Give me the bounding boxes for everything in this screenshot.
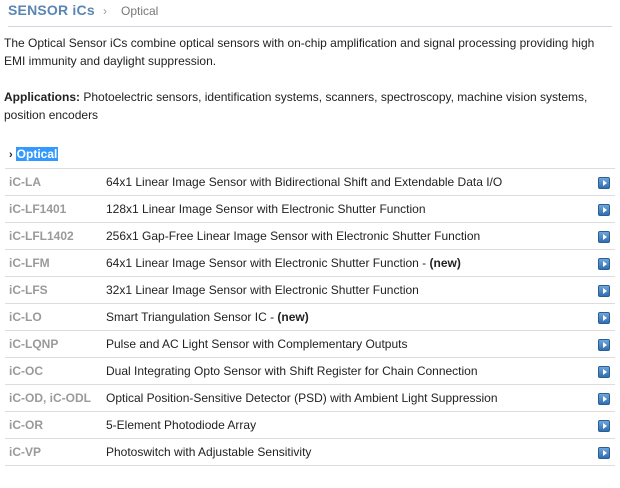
product-description[interactable] <box>106 256 461 270</box>
product-description[interactable] <box>106 229 480 243</box>
product-description-text: Smart Triangulation Sensor IC - <box>106 310 278 324</box>
product-description[interactable] <box>106 175 502 189</box>
product-row[interactable] <box>5 250 615 277</box>
arrow-right-icon[interactable] <box>598 258 610 270</box>
section-title[interactable]: SENSOR iCs <box>8 2 95 18</box>
arrow-right-icon[interactable] <box>598 231 610 243</box>
product-row[interactable] <box>5 412 615 439</box>
product-new-tag: (new) <box>429 256 461 270</box>
arrow-right-icon[interactable] <box>598 339 610 351</box>
product-part-link[interactable]: iC-LFM <box>9 256 50 270</box>
product-description-text: 64x1 Linear Image Sensor with Bidirectional Shift and Extendable Data I/O <box>106 175 503 189</box>
product-row[interactable] <box>5 168 615 196</box>
product-description-text: 5-Element Photodiode Array <box>106 418 257 432</box>
product-new-tag: (new) <box>277 310 309 324</box>
arrow-right-icon[interactable] <box>598 285 610 297</box>
product-row[interactable] <box>5 331 615 358</box>
arrow-right-icon[interactable] <box>598 447 610 459</box>
page-header <box>8 0 612 27</box>
arrow-right-icon[interactable] <box>598 204 610 216</box>
product-row[interactable] <box>5 385 615 412</box>
product-description-text: Pulse and AC Light Sensor with Complementary Outputs <box>106 337 408 351</box>
product-description-text: Dual Integrating Opto Sensor with Shift Register for Chain Connection <box>106 364 478 378</box>
product-part-link[interactable]: iC-LQNP <box>9 337 59 351</box>
product-part-link[interactable]: iC-LA <box>9 175 41 189</box>
product-part-link[interactable]: iC-LFS <box>9 283 48 297</box>
product-row[interactable] <box>5 223 615 250</box>
product-description-text: Optical Position-Sensitive Detector (PSD) with Ambient Light Suppression <box>106 391 498 405</box>
product-row[interactable] <box>5 277 615 304</box>
product-part-link[interactable]: iC-LF1401 <box>9 202 67 216</box>
product-description[interactable] <box>106 391 498 405</box>
product-row[interactable] <box>5 196 615 223</box>
product-part-link[interactable]: iC-VP <box>9 445 42 459</box>
product-description-text: 32x1 Linear Image Sensor with Electronic Shutter Function <box>106 283 419 297</box>
product-description-text: 256x1 Gap-Free Linear Image Sensor with Electronic Shutter Function <box>106 229 481 243</box>
applications-list: Photoelectric sensors, identification systems, scanners, spectroscopy, machine vision systems, position encoders <box>4 90 588 122</box>
applications-label: Applications: <box>4 90 81 104</box>
product-part-link[interactable]: iC-OR <box>9 418 43 432</box>
product-part-link[interactable]: iC-LFL1402 <box>9 229 74 243</box>
product-description[interactable] <box>106 364 478 378</box>
intro-text: The Optical Sensor iCs combine optical sensors with on-chip amplification and signal processing providing high EMI immunity and daylight suppression. <box>4 36 595 68</box>
product-row[interactable] <box>5 358 615 385</box>
group-title[interactable]: Optical <box>16 147 58 161</box>
product-description[interactable] <box>106 283 419 297</box>
product-description-text: 128x1 Linear Image Sensor with Electronic Shutter Function <box>106 202 426 216</box>
product-description[interactable] <box>106 202 426 216</box>
product-part-link[interactable]: iC-OC <box>9 364 43 378</box>
product-description[interactable] <box>106 310 309 324</box>
product-description[interactable] <box>106 418 256 432</box>
applications-text <box>4 89 609 124</box>
arrow-right-icon[interactable] <box>598 177 610 189</box>
product-description[interactable] <box>106 337 408 351</box>
product-part-link[interactable]: iC-OD, iC-ODL <box>9 391 91 405</box>
product-row[interactable] <box>5 304 615 331</box>
product-description[interactable] <box>106 445 311 459</box>
product-row[interactable] <box>5 439 615 466</box>
breadcrumb-current: Optical <box>121 4 159 18</box>
group-header-optical[interactable] <box>9 147 58 161</box>
breadcrumb-separator: › <box>103 4 107 18</box>
arrow-right-icon[interactable] <box>598 366 610 378</box>
product-part-link[interactable]: iC-LO <box>9 310 42 324</box>
arrow-right-icon[interactable] <box>598 393 610 405</box>
group-arrow-icon: › <box>9 149 13 161</box>
arrow-right-icon[interactable] <box>598 420 610 432</box>
product-description-text: 64x1 Linear Image Sensor with Electronic Shutter Function - <box>106 256 430 270</box>
product-table <box>5 168 615 466</box>
product-description-text: Photoswitch with Adjustable Sensitivity <box>106 445 312 459</box>
arrow-right-icon[interactable] <box>598 312 610 324</box>
